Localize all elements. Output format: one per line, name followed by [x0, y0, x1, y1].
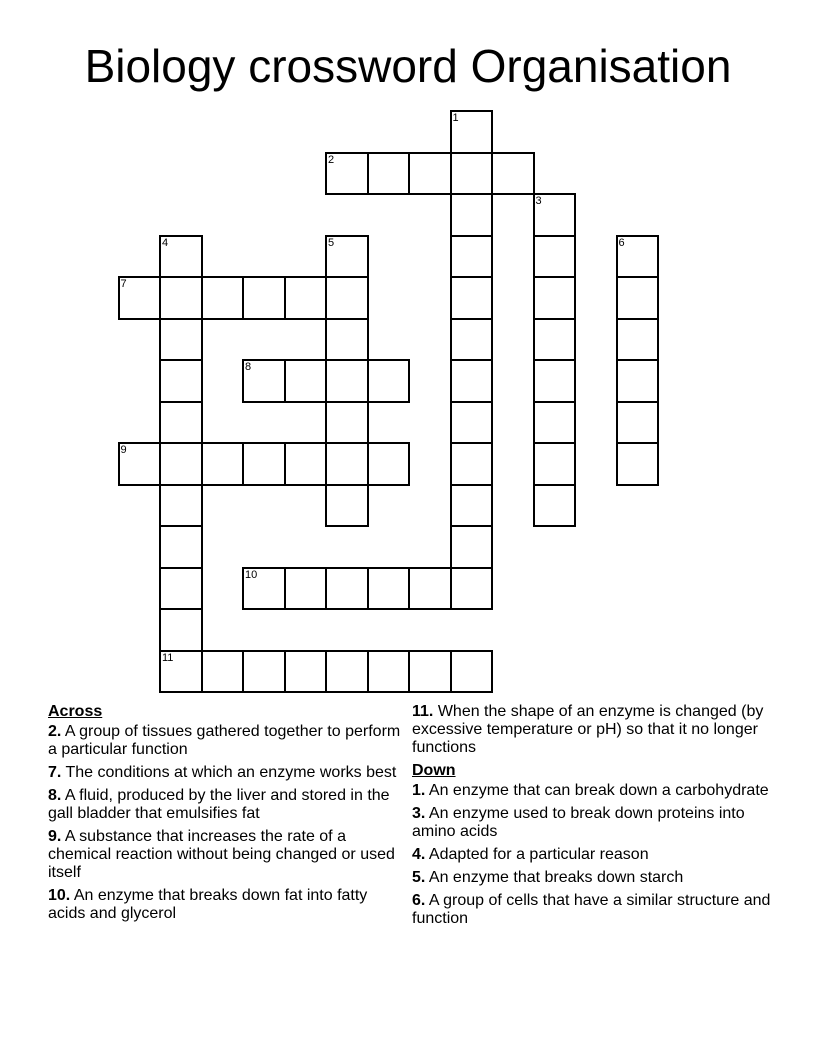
cell-number: 8: [245, 361, 252, 373]
crossword-cell[interactable]: [450, 567, 494, 611]
clues-right-column: [412, 703, 782, 933]
crossword-cell[interactable]: [159, 401, 203, 445]
crossword-cell[interactable]: [533, 276, 577, 320]
clue-text: A fluid, produced by the liver and stored in the gall bladder that emulsifies fat: [48, 787, 390, 822]
crossword-cell[interactable]: [533, 442, 577, 486]
crossword-cell[interactable]: [284, 567, 328, 611]
clues-left-column: [48, 703, 408, 928]
clue-text: An enzyme that breaks down fat into fatty acids and glycerol: [48, 887, 368, 922]
clue-text: A group of tissues gathered together to perform a particular function: [48, 723, 401, 758]
crossword-cell[interactable]: [616, 401, 660, 445]
clue-across-9: [48, 828, 408, 882]
crossword-cell[interactable]: [533, 318, 577, 362]
crossword-cell[interactable]: [450, 442, 494, 486]
crossword-cell[interactable]: [450, 525, 494, 569]
crossword-cell[interactable]: [491, 152, 535, 196]
crossword-cell[interactable]: [533, 193, 577, 237]
clue-text: The conditions at which an enzyme works best: [65, 764, 397, 781]
page-title: Biology crossword Organisation: [84, 40, 732, 92]
clue-number: 7.: [48, 764, 62, 781]
clue-text: When the shape of an enzyme is changed (by excessive temperature or pH) so that it no longer functions: [412, 703, 764, 756]
crossword-cell[interactable]: [533, 401, 577, 445]
crossword-cell[interactable]: [533, 484, 577, 528]
crossword-cell[interactable]: [159, 442, 203, 486]
crossword-cell[interactable]: [367, 567, 411, 611]
crossword-cell[interactable]: [616, 359, 660, 403]
clue-number: 5.: [412, 869, 426, 886]
crossword-cell[interactable]: [242, 442, 286, 486]
clue-number: 3.: [412, 805, 426, 822]
cell-number: 4: [162, 236, 169, 249]
crossword-cell[interactable]: [284, 650, 328, 694]
crossword-cell[interactable]: [533, 235, 577, 279]
clue-text: An enzyme that breaks down starch: [428, 869, 684, 886]
clue-text: An enzyme that can break down a carbohydrate: [428, 782, 769, 799]
crossword-cell[interactable]: [242, 276, 286, 320]
crossword-cell[interactable]: [159, 650, 203, 694]
clue-number: 10.: [48, 887, 71, 904]
crossword-cell[interactable]: [325, 359, 369, 403]
crossword-cell[interactable]: [118, 276, 162, 320]
crossword-cell[interactable]: [450, 318, 494, 362]
crossword-cell[interactable]: [201, 276, 245, 320]
crossword-cell[interactable]: [325, 567, 369, 611]
crossword-cell[interactable]: [159, 235, 203, 279]
clue-across-7: [48, 764, 408, 782]
clue-number: 1.: [412, 782, 426, 799]
crossword-cell[interactable]: [408, 567, 452, 611]
clue-text: A substance that increases the rate of a chemical reaction without being changed or used itself: [48, 828, 395, 881]
crossword-cell[interactable]: [616, 235, 660, 279]
crossword-cell[interactable]: [408, 152, 452, 196]
crossword-cell[interactable]: [159, 525, 203, 569]
clue-across-11: [412, 703, 782, 757]
crossword-cell[interactable]: [367, 359, 411, 403]
clue-across-10: [48, 887, 408, 923]
crossword-cell[interactable]: [450, 235, 494, 279]
crossword-cell[interactable]: [325, 484, 369, 528]
crossword-cell[interactable]: [284, 276, 328, 320]
crossword-cell[interactable]: [284, 359, 328, 403]
crossword-cell[interactable]: [159, 276, 203, 320]
crossword-cell[interactable]: [118, 442, 162, 486]
cell-number: 10: [245, 568, 258, 581]
crossword-cell[interactable]: [325, 650, 369, 694]
down-heading: Down: [412, 762, 456, 779]
cell-number: 3: [535, 195, 542, 207]
crossword-cell[interactable]: [450, 484, 494, 528]
crossword-cell[interactable]: [159, 318, 203, 362]
cell-number: 11: [162, 651, 174, 664]
crossword-cell[interactable]: [367, 650, 411, 694]
crossword-cell[interactable]: [159, 608, 203, 652]
clue-down-3: [412, 805, 782, 841]
cell-number: 7: [120, 278, 127, 290]
crossword-cell[interactable]: [450, 193, 494, 237]
clue-number: 9.: [48, 828, 62, 845]
crossword-cell[interactable]: [159, 567, 203, 611]
crossword-cell[interactable]: [325, 318, 369, 362]
clue-number: 4.: [412, 846, 426, 863]
crossword-cell[interactable]: [616, 318, 660, 362]
clue-number: 11.: [412, 703, 434, 720]
clue-text: A group of cells that have a similar structure and function: [412, 892, 771, 927]
across-heading: Across: [48, 703, 103, 720]
clue-down-6: [412, 892, 782, 928]
clue-down-1: [412, 782, 782, 800]
clue-text: An enzyme used to break down proteins into amino acids: [412, 805, 745, 840]
crossword-cell[interactable]: [616, 276, 660, 320]
crossword-cell[interactable]: [325, 401, 369, 445]
crossword-cell[interactable]: [325, 235, 369, 279]
crossword-cell[interactable]: [533, 359, 577, 403]
crossword-cell[interactable]: [325, 152, 369, 196]
cell-number: 5: [328, 236, 335, 249]
clue-number: 8.: [48, 787, 62, 804]
crossword-cell[interactable]: [201, 442, 245, 486]
crossword-cell[interactable]: [450, 152, 494, 196]
crossword-cell[interactable]: [159, 484, 203, 528]
crossword-cell[interactable]: [325, 276, 369, 320]
crossword-cell[interactable]: [450, 276, 494, 320]
crossword-cell[interactable]: [450, 110, 494, 154]
crossword-cell[interactable]: [284, 442, 328, 486]
clue-across-2: [48, 723, 408, 759]
crossword-cell[interactable]: [242, 650, 286, 694]
clue-number: 2.: [48, 723, 62, 740]
crossword-cell[interactable]: [159, 359, 203, 403]
clue-down-4: [412, 846, 782, 864]
clue-across-8: [48, 787, 408, 823]
crossword-cell[interactable]: [450, 650, 494, 694]
crossword-cell[interactable]: [242, 359, 286, 403]
clue-down-5: [412, 869, 782, 887]
clue-number: 6.: [412, 892, 426, 909]
crossword-cell[interactable]: [616, 442, 660, 486]
cell-number: 9: [120, 444, 127, 456]
crossword-cell[interactable]: [367, 152, 411, 196]
crossword-cell[interactable]: [450, 401, 494, 445]
crossword-cell[interactable]: [201, 650, 245, 694]
crossword-cell[interactable]: [408, 650, 452, 694]
crossword-cell[interactable]: [450, 359, 494, 403]
crossword-cell[interactable]: [367, 442, 411, 486]
crossword-cell[interactable]: [242, 567, 286, 611]
crossword-cell[interactable]: [325, 442, 369, 486]
cell-number: 2: [328, 153, 335, 166]
cell-number: 1: [452, 112, 459, 124]
cell-number: 6: [618, 236, 625, 249]
clue-text: Adapted for a particular reason: [428, 846, 649, 863]
